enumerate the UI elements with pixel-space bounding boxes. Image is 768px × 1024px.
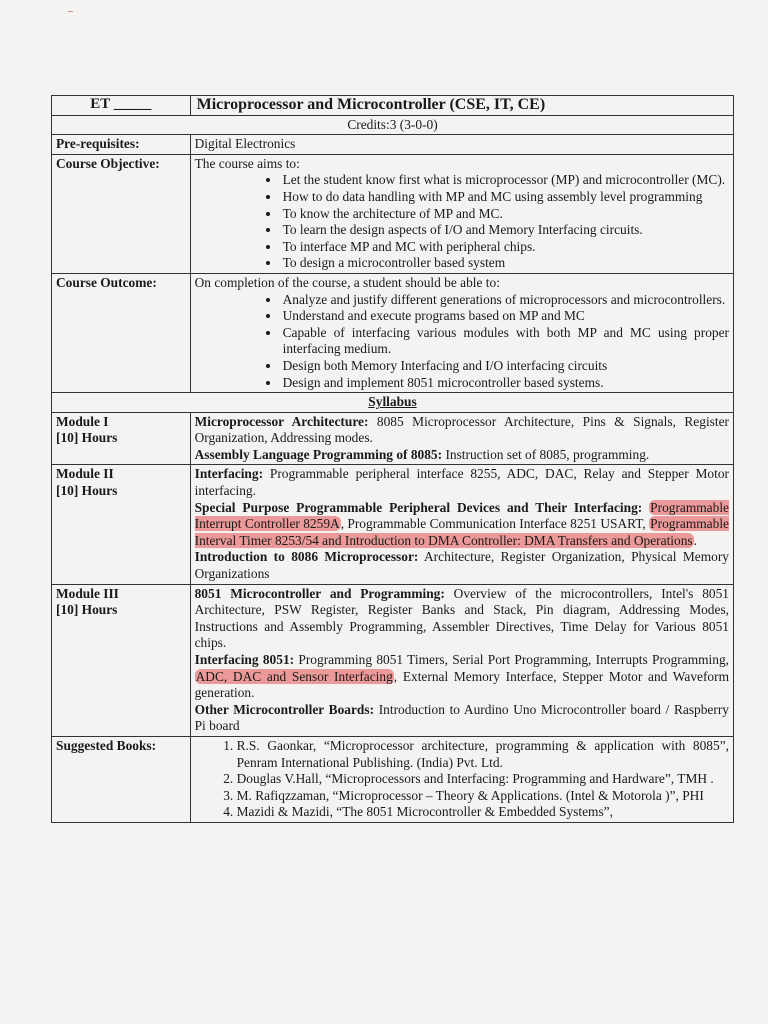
prereq-row [52, 135, 734, 155]
book-item: 4. Mazidi & Mazidi, “The 8051 Microcontroller & Embedded Systems”, [237, 804, 729, 821]
list-item: • Design both Memory Interfacing and I/O interfacing circuits [281, 358, 729, 375]
outcome-content [190, 273, 733, 392]
books-label: Suggested Books: [52, 736, 191, 822]
topic-text: , External Memory Interface, Stepper Motor and Waveform generation. [194, 668, 729, 701]
list-item: • How to do data handling with MP and MC using assembly level programming [281, 189, 729, 206]
credits-row [52, 115, 734, 135]
topic-heading: Other Microcontroller Boards: [194, 701, 375, 717]
module-3-row [52, 584, 734, 736]
paragraph [195, 586, 729, 652]
prereq-value: Digital Electronics [190, 135, 733, 155]
course-title: Microprocessor and Microcontroller (CSE, IT, CE) [190, 96, 733, 116]
book-item: 1. R.S. Gaonkar, “Microprocessor architecture, programming & application with 8085”, Penram International Publishing. (India) Pvt. Ltd. [237, 738, 729, 771]
paragraph [195, 447, 729, 464]
module-2-content [190, 465, 733, 584]
credits: Credits:3 (3-0-0) [52, 115, 734, 135]
outcome-list [195, 292, 729, 392]
highlighted-text: Programmable Interrupt Controller 8259A [194, 499, 729, 532]
module-1-row [52, 412, 734, 465]
topic-text: Programming 8051 Timers, Serial Port Programming, Interrupts Programming, [294, 652, 729, 667]
outcome-label: Course Outcome: [52, 273, 191, 392]
topic-heading: Interfacing: [194, 466, 264, 482]
highlighted-text: ADC, DAC and Sensor Interfacing [195, 668, 393, 684]
books-content [190, 736, 733, 822]
list-item: • To learn the design aspects of I/O and Memory Interfacing circuits. [281, 222, 729, 239]
scan-mark: – [68, 6, 73, 17]
module-name: Module III [56, 585, 119, 601]
books-list [195, 738, 729, 821]
list-item: • Let the student know first what is microprocessor (MP) and microcontroller (MC). [281, 172, 729, 189]
syllabus-heading-row [52, 393, 734, 413]
module-2-label [52, 465, 191, 584]
list-item: • Capable of interfacing various modules with both MP and MC using proper interfacing medium. [281, 325, 729, 358]
outcome-row [52, 273, 734, 392]
topic-text: Overview of the microcontrollers, Intel's 8051 Architecture, PSW Register, Register Banks and Stack, Pin diagram, Addressing Modes, Instructions and Assembly Programming, Assembler Directives, Time Delay for Various 8051 chips. [194, 585, 729, 651]
outcome-intro: On completion of the course, a student should be able to: [194, 274, 500, 290]
paragraph [195, 702, 729, 735]
syllabus-heading: Syllabus [52, 393, 734, 413]
module-1-content [190, 412, 733, 465]
topic-text: Programmable peripheral interface 8255, ADC, DAC, Relay and Stepper Motor interfacing. [194, 466, 729, 499]
topic-text: Architecture, Register Organization, Physical Memory Organizations [194, 549, 729, 582]
prereq-label: Pre-requisites: [52, 135, 191, 155]
topic-text: . [693, 532, 697, 548]
objective-intro: The course aims to: [194, 155, 300, 171]
topic-heading: Introduction to 8086 Microprocessor: [194, 549, 419, 565]
topic-heading: Microprocessor Architecture: [194, 413, 369, 429]
list-item: • Analyze and justify different generations of microprocessors and microcontrollers. [281, 292, 729, 309]
topic-text: Introduction to Aurdino Uno Microcontroller board / Raspberry Pi board [194, 701, 729, 734]
module-hours: [10] Hours [56, 483, 118, 499]
objective-list [195, 172, 729, 272]
objective-content [190, 154, 733, 273]
paragraph [195, 652, 729, 702]
paragraph [195, 466, 729, 499]
list-item: • Understand and execute programs based on MP and MC [281, 308, 729, 325]
topic-heading: Special Purpose Programmable Peripheral Devices and Their Interfacing: [194, 499, 643, 515]
paragraph [195, 549, 729, 582]
module-2-row [52, 465, 734, 584]
list-item: • To interface MP and MC with peripheral chips. [281, 239, 729, 256]
course-code: ET _____ [52, 96, 191, 116]
module-hours: [10] Hours [56, 430, 118, 446]
topic-text: , Programmable Communication Interface 8251 USART, [340, 516, 650, 532]
paragraph [195, 414, 729, 447]
list-item: • To know the architecture of MP and MC. [281, 206, 729, 223]
module-3-content [190, 584, 733, 736]
topic-heading: 8051 Microcontroller and Programming: [194, 585, 445, 601]
list-item: • Design and implement 8051 microcontroller based systems. [281, 375, 729, 392]
objective-label: Course Objective: [52, 154, 191, 273]
list-item: • To design a microcontroller based system [281, 255, 729, 272]
module-1-label [52, 412, 191, 465]
books-row [52, 736, 734, 822]
module-hours: [10] Hours [56, 602, 118, 618]
topic-text: 8085 Microprocessor Architecture, Pins & Signals, Register Organization, Addressing modes. [194, 413, 729, 446]
topic-heading: Assembly Language Programming of 8085: [194, 446, 443, 462]
highlighted-text: Programmable Interval Timer 8253/54 and Introduction to DMA Controller: DMA Transfers and Operations [194, 516, 729, 548]
topic-text: Instruction set of 8085, programming. [442, 446, 650, 462]
book-item: 3. M. Rafiqzzaman, “Microprocessor – Theory & Applications. (Intel & Motorola )”, PHI [237, 788, 729, 805]
book-item: 2. Douglas V.Hall, “Microprocessors and Interfacing: Programming and Hardware”, TMH . [237, 771, 729, 788]
module-name: Module I [56, 413, 109, 429]
module-name: Module II [56, 466, 114, 482]
module-3-label [52, 584, 191, 736]
topic-heading: Interfacing 8051: [194, 652, 295, 667]
syllabus-table [51, 95, 734, 823]
paragraph [195, 500, 729, 550]
header-row [52, 96, 734, 116]
objective-row [52, 154, 734, 273]
